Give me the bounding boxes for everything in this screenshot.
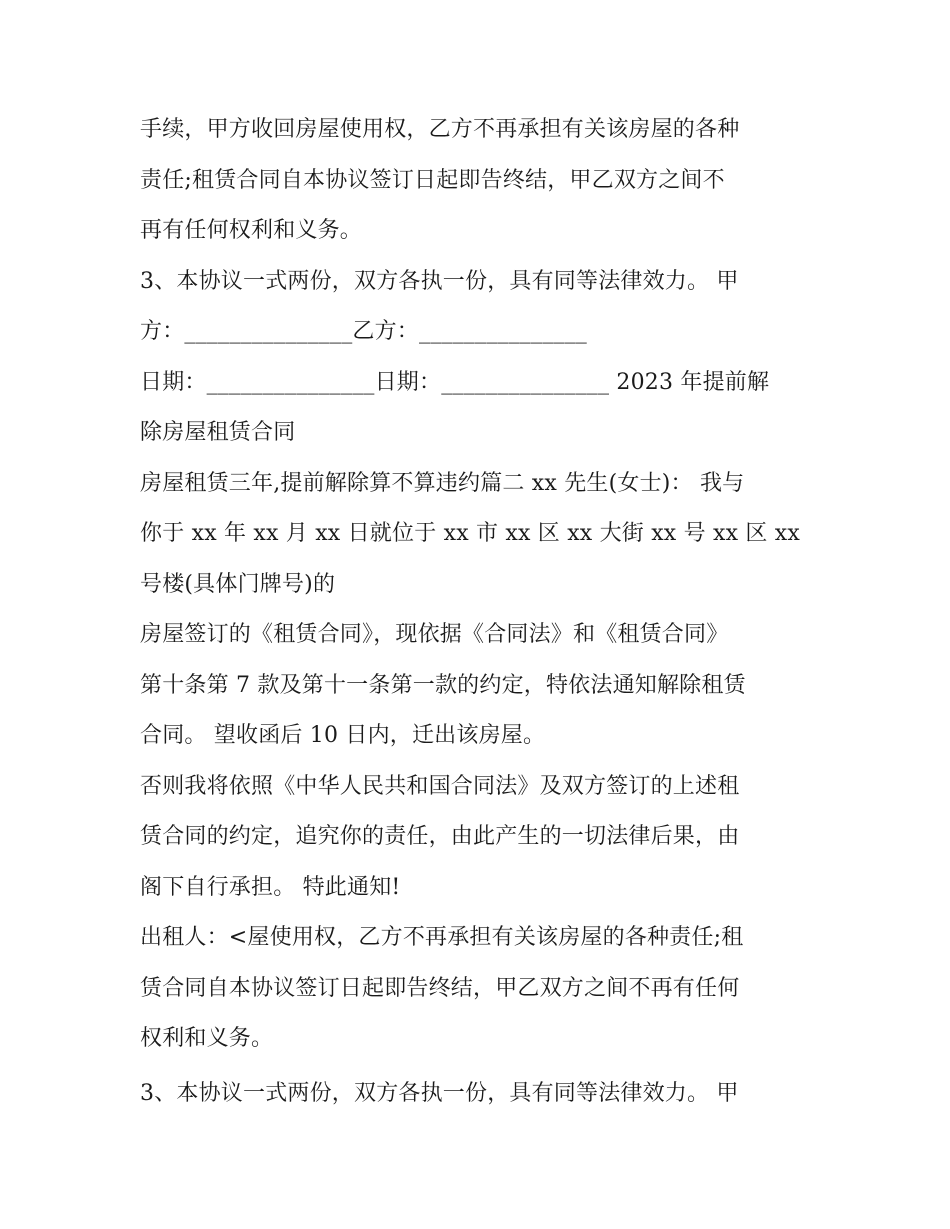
text-line-8: 房屋租赁三年,提前解除算不算违约篇二 xx 先生(女士)： 我与: [140, 470, 745, 496]
text-line-4: 3、本协议一式两份，双方各执一份，具有同等法律效力。 甲: [140, 268, 739, 294]
text-line-18: 赁合同自本协议签订日起即告终结，甲乙双方之间不再有任何: [140, 975, 740, 1001]
text-line-14: 否则我将依照《中华人民共和国合同法》及双方签订的上述租: [140, 773, 740, 799]
text-line-19: 权利和义务。: [140, 1026, 274, 1051]
text-line-10: 号楼(具体门牌号)的: [140, 571, 336, 597]
text-line-3: 再有任何权利和义务。: [140, 218, 363, 243]
text-line-17: 出租人：<屋使用权，乙方不再承担有关该房屋的各种责任;租: [140, 925, 744, 950]
text-line-6: 日期：_______________日期：_______________ 2023 年提前解: [140, 369, 770, 395]
text-line-2: 责任;租赁合同自本协议签订日起即告终结，甲乙双方之间不: [140, 167, 725, 193]
text-line-12: 第十条第 7 款及第十一条第一款的约定，特依法通知解除租赁: [140, 672, 746, 698]
text-line-16: 阁下自行承担。 特此通知!: [140, 874, 401, 900]
text-line-11: 房屋签订的《租赁合同》，现依据《合同法》和《租赁合同》: [140, 622, 729, 647]
text-line-7: 除房屋租赁合同: [140, 420, 296, 445]
text-line-13: 合同。 望收函后 10 日内，迁出该房屋。: [140, 723, 546, 748]
text-line-15: 赁合同的约定，追究你的责任，由此产生的一切法律后果，由: [140, 824, 740, 849]
text-line-1: 手续，甲方收回房屋使用权，乙方不再承担有关该房屋的各种: [140, 117, 740, 142]
text-line-5: 方：_______________乙方：_______________: [140, 319, 588, 344]
text-line-20: 3、本协议一式两份，双方各执一份，具有同等法律效力。 甲: [140, 1080, 739, 1106]
document-body: [140, 105, 812, 1119]
text-line-9: 你于 xx 年 xx 月 xx 日就位于 xx 市 xx 区 xx 大街 xx 号 xx 区 xx: [140, 521, 801, 546]
